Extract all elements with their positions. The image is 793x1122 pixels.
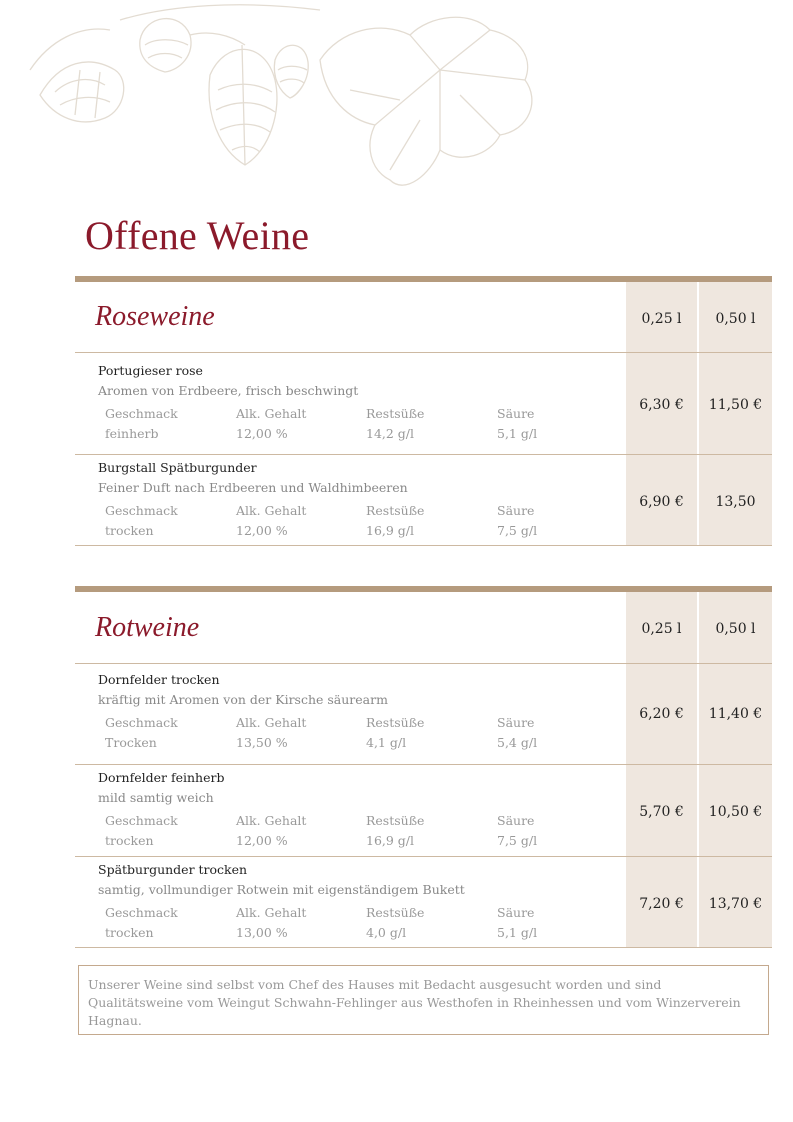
value-saeure: 5,1 g/l — [497, 925, 538, 940]
label-saeure: Säure — [497, 905, 535, 920]
value-geschmack: trocken — [105, 833, 154, 848]
price-025: 6,90 € — [639, 494, 684, 510]
price-050: 13,50 — [715, 494, 756, 510]
wine-description: samtig, vollmundiger Rotwein mit eigenständigem Bukett — [98, 882, 465, 897]
section-roseweine — [75, 276, 772, 546]
label-restsuesse: Restsüße — [366, 715, 425, 730]
wine-name: Burgstall Spätburgunder — [98, 460, 257, 475]
wine-item — [75, 460, 772, 545]
price-050: 11,40 € — [708, 706, 763, 722]
wine-name: Dornfelder feinherb — [98, 770, 225, 785]
wine-description: Aromen von Erdbeere, frisch beschwingt — [98, 383, 359, 398]
value-restsuesse: 4,0 g/l — [366, 925, 407, 940]
value-geschmack: feinherb — [105, 426, 159, 441]
value-restsuesse: 4,1 g/l — [366, 735, 407, 750]
wine-name: Portugieser rose — [98, 363, 203, 378]
size-label-025: 0,25 l — [641, 311, 682, 327]
price-050: 13,70 € — [708, 896, 763, 912]
value-geschmack: trocken — [105, 925, 154, 940]
section-title: Roseweine — [95, 301, 215, 332]
price-050: 10,50 € — [708, 804, 763, 820]
value-geschmack: trocken — [105, 523, 154, 538]
divider — [75, 545, 772, 546]
divider — [75, 856, 772, 857]
label-geschmack: Geschmack — [105, 503, 178, 518]
label-geschmack: Geschmack — [105, 813, 178, 828]
value-saeure: 7,5 g/l — [497, 523, 538, 538]
label-restsuesse: Restsüße — [366, 503, 425, 518]
value-saeure: 5,4 g/l — [497, 735, 538, 750]
value-saeure: 5,1 g/l — [497, 426, 538, 441]
label-geschmack: Geschmack — [105, 406, 178, 421]
divider — [75, 663, 772, 664]
label-saeure: Säure — [497, 715, 535, 730]
label-saeure: Säure — [497, 813, 535, 828]
size-label-025: 0,25 l — [641, 621, 682, 637]
value-restsuesse: 16,9 g/l — [366, 833, 415, 848]
price-050: 11,50 € — [708, 397, 763, 413]
label-restsuesse: Restsüße — [366, 905, 425, 920]
label-restsuesse: Restsüße — [366, 813, 425, 828]
label-alk-gehalt: Alk. Gehalt — [236, 715, 307, 730]
label-saeure: Säure — [497, 406, 535, 421]
label-geschmack: Geschmack — [105, 905, 178, 920]
value-alk-gehalt: 12,00 % — [236, 523, 288, 538]
label-saeure: Säure — [497, 503, 535, 518]
price-025: 7,20 € — [639, 896, 684, 912]
value-restsuesse: 16,9 g/l — [366, 523, 415, 538]
value-saeure: 7,5 g/l — [497, 833, 538, 848]
section-rotweine — [75, 586, 772, 948]
value-alk-gehalt: 13,00 % — [236, 925, 288, 940]
value-alk-gehalt: 12,00 % — [236, 833, 288, 848]
divider — [75, 352, 772, 353]
value-alk-gehalt: 12,00 % — [236, 426, 288, 441]
price-025: 6,30 € — [639, 397, 684, 413]
label-alk-gehalt: Alk. Gehalt — [236, 813, 307, 828]
value-restsuesse: 14,2 g/l — [366, 426, 415, 441]
divider — [75, 454, 772, 455]
wine-description: kräftig mit Aromen von der Kirsche säurearm — [98, 692, 388, 707]
label-alk-gehalt: Alk. Gehalt — [236, 503, 307, 518]
section-title: Rotweine — [95, 612, 200, 643]
wine-item — [75, 862, 772, 947]
wine-name: Dornfelder trocken — [98, 672, 220, 687]
size-label-050: 0,50 l — [715, 621, 756, 637]
wine-name: Spätburgunder trocken — [98, 862, 248, 877]
divider — [75, 947, 772, 948]
price-025: 5,70 € — [639, 804, 684, 820]
label-geschmack: Geschmack — [105, 715, 178, 730]
size-label-050: 0,50 l — [715, 311, 756, 327]
grape-leaf-illustration — [20, 0, 540, 200]
wine-description: mild samtig weich — [98, 790, 214, 805]
value-alk-gehalt: 13,50 % — [236, 735, 288, 750]
label-alk-gehalt: Alk. Gehalt — [236, 905, 307, 920]
price-025: 6,20 € — [639, 706, 684, 722]
page-title: Offene Weine — [85, 213, 310, 258]
wine-description: Feiner Duft nach Erdbeeren und Waldhimbeeren — [98, 480, 408, 495]
divider — [75, 764, 772, 765]
wine-item — [75, 363, 772, 453]
label-restsuesse: Restsüße — [366, 406, 425, 421]
label-alk-gehalt: Alk. Gehalt — [236, 406, 307, 421]
wine-item — [75, 672, 772, 762]
value-geschmack: Trocken — [105, 735, 157, 750]
footer-note: Unserer Weine sind selbst vom Chef des Hauses mit Bedacht ausgesucht worden und sind Qualitätsweine vom Weingut Schwahn-Fehlinger aus Westhofen in Rheinhessen und vom Winzerverein Hagnau. — [78, 965, 769, 1035]
wine-item — [75, 770, 772, 855]
